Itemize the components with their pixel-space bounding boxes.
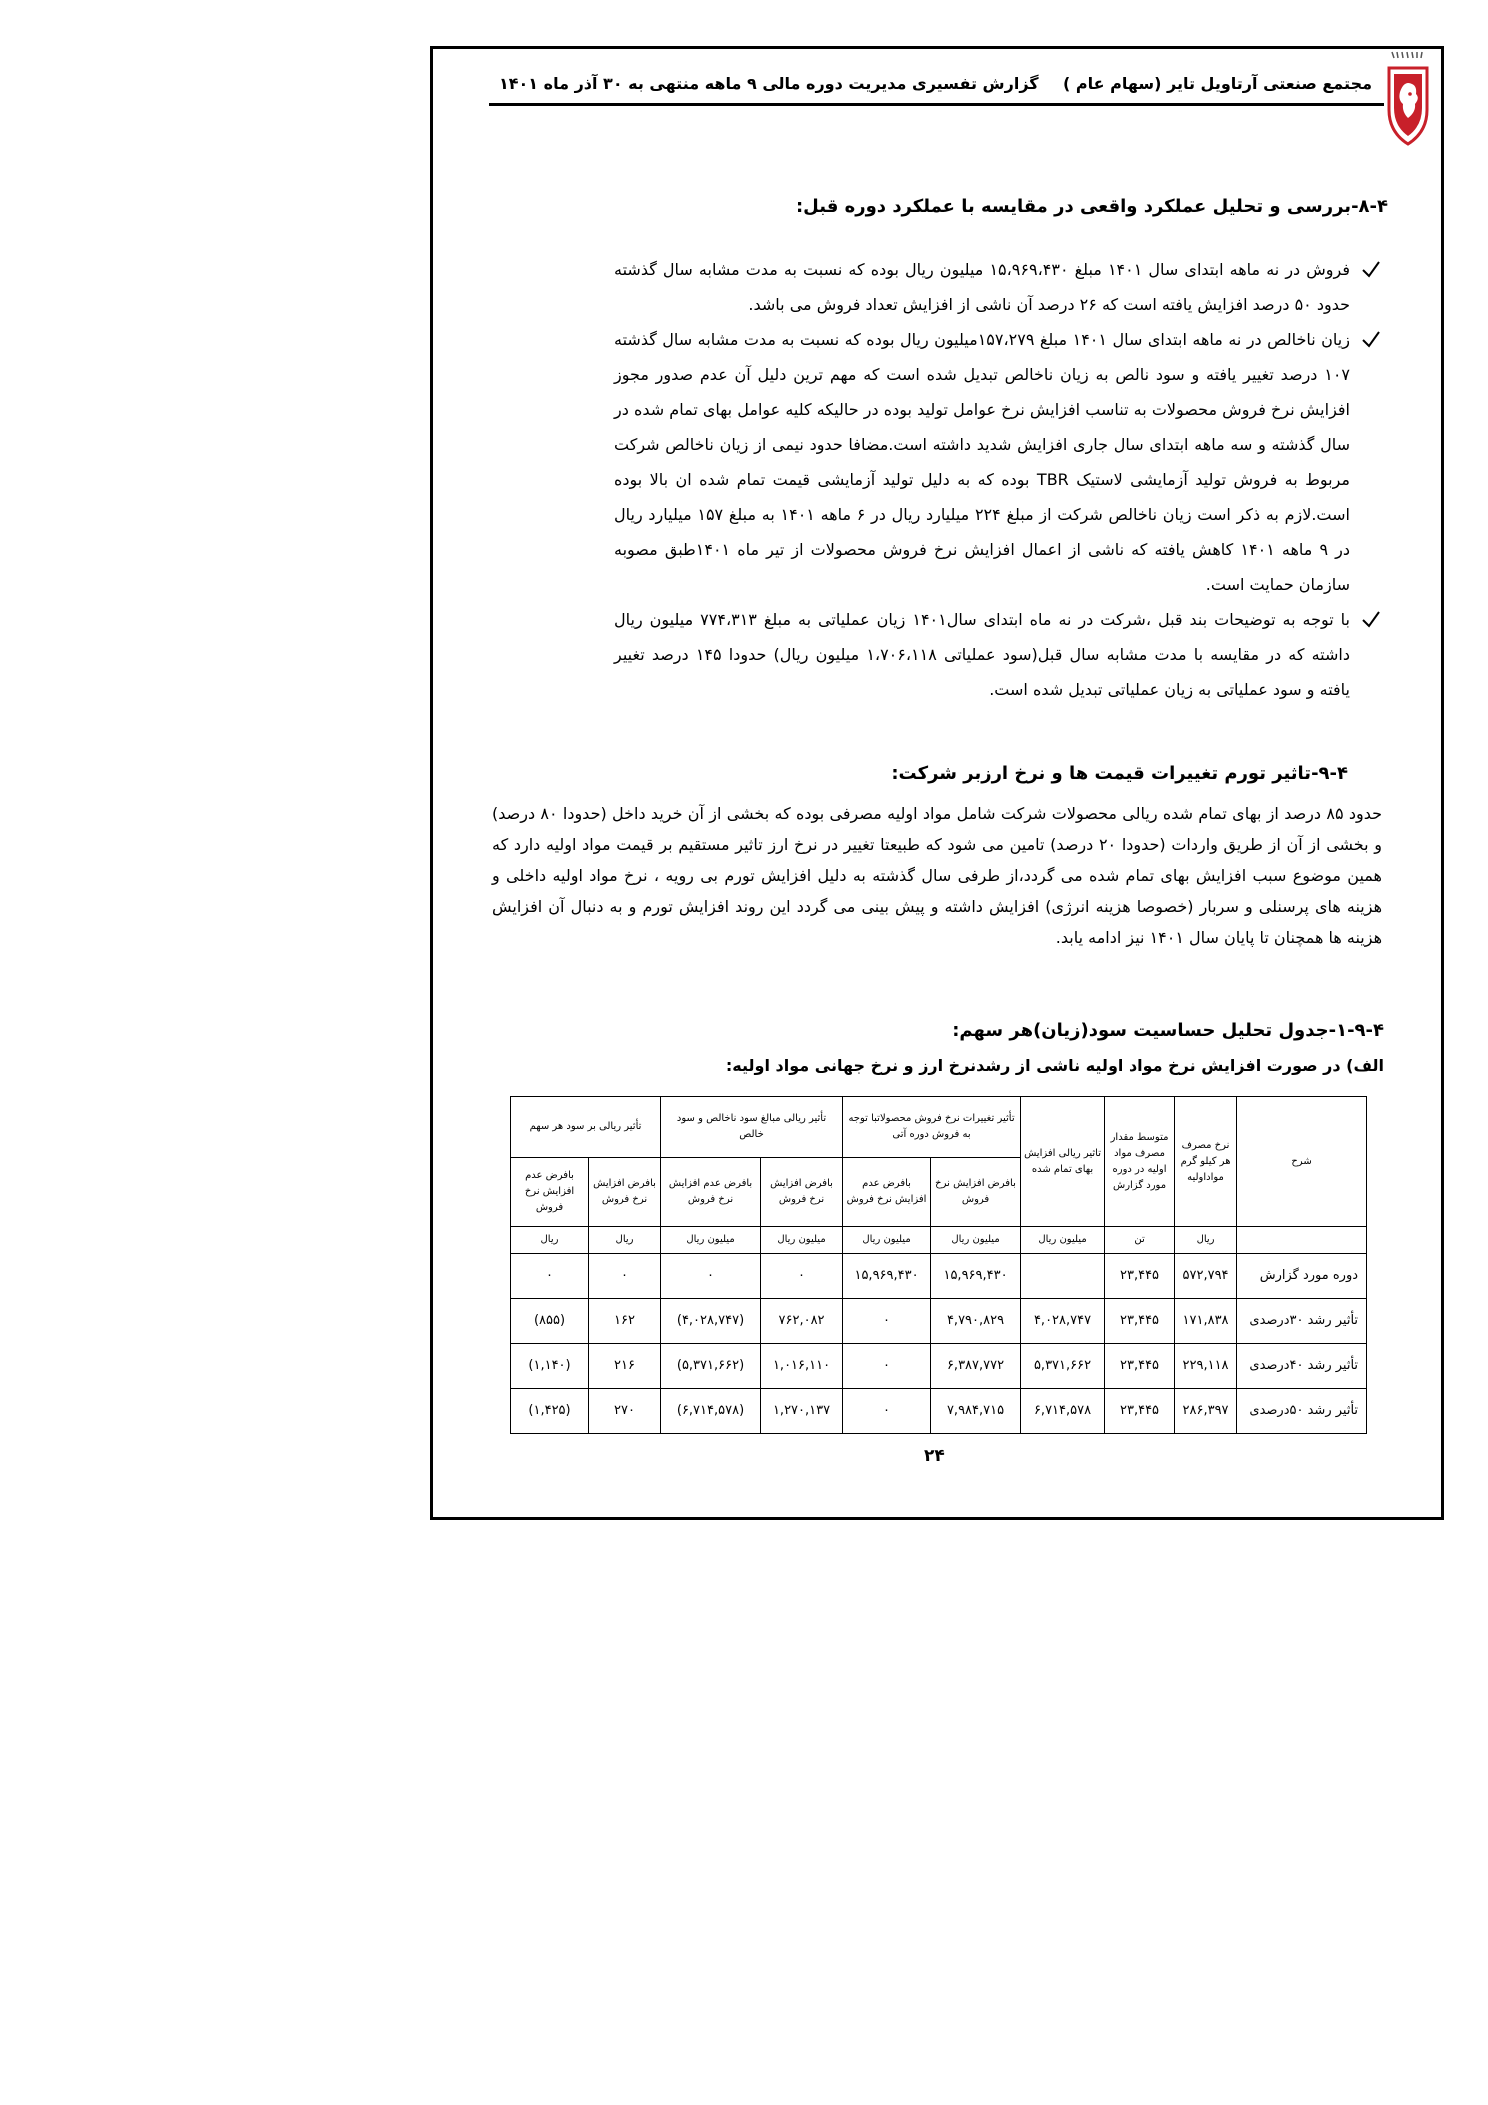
header-sales-group: تأثیر تغییرات نرخ فروش محصولاتبا توجه به فروش دوره آتی — [843, 1097, 1021, 1158]
cell-gross-inc: ۰ — [761, 1254, 843, 1299]
header-eps-group: تأثیر ریالی بر سود هر سهم — [511, 1097, 661, 1158]
cell-rate: ۲۲۹,۱۱۸ — [1175, 1344, 1237, 1389]
unit-cell: میلیون ریال — [931, 1227, 1021, 1254]
cell-sales-inc: ۱۵,۹۶۹,۴۳۰ — [931, 1254, 1021, 1299]
header-gross-group: تأثیر ریالی مبالغ سود ناخالص و سود خالص — [661, 1097, 843, 1158]
row-label: تأثیر رشد ۳۰درصدی — [1237, 1299, 1367, 1344]
report-title: گزارش تفسیری مدیریت دوره مالی ۹ ماهه منتهی به ۳۰ آذر ماه ۱۴۰۱ — [499, 74, 1039, 93]
header-eps-inc: بافرض افزایش نرخ فروش — [589, 1158, 661, 1227]
cell-gross-noinc: (۵,۳۷۱,۶۶۲) — [661, 1344, 761, 1389]
cell-rate: ۱۷۱,۸۳۸ — [1175, 1299, 1237, 1344]
cell-cost: ۶,۷۱۴,۵۷۸ — [1021, 1389, 1105, 1434]
cell-avg: ۲۳,۴۴۵ — [1105, 1254, 1175, 1299]
row-label: دوره مورد گزارش — [1237, 1254, 1367, 1299]
section-title-8: ۸-۴-بررسی و تحلیل عملکرد واقعی در مقایسه با عملکرد دوره قبل: — [795, 196, 1388, 217]
cell-eps-noinc: ۰ — [511, 1254, 589, 1299]
cell-sales-noinc: ۰ — [843, 1344, 931, 1389]
page-number: ۲۴ — [924, 1446, 945, 1466]
cell-sales-inc: ۷,۹۸۴,۷۱۵ — [931, 1389, 1021, 1434]
check-icon — [1360, 322, 1382, 357]
unit-cell: تن — [1105, 1227, 1175, 1254]
table-row — [511, 1389, 1367, 1434]
unit-cell: میلیون ریال — [1021, 1227, 1105, 1254]
inflation-paragraph: حدود ۸۵ درصد از بهای تمام شده ریالی محصولات شرکت شامل مواد اولیه مصرفی بوده که بخشی از آن خرید داخل (حدودا ۸۰ درصد) و بخشی از آن از طریق واردات (حدودا ۲۰ درصد) تامین می شود که طبیعتا تغییر در نرخ ارز تاثیر مستقیم بر قیمت مواد اولیه دارد که همین موضوع سبب افزایش بهای تمام شده می گردد،از طرفی سال گذشته به دلیل افزایش تورم بی رویه ، نرخ مواد اولیه داخلی و هزینه های پرسنلی و سربار (خصوصا هزینه انرژی) افزایش داشته و پیش بینی می گردد این روند افزایش تورم و به دنبال آن افزایش هزینه ها همچنان تا پایان سال ۱۴۰۱ نیز ادامه یابد. — [492, 804, 1383, 947]
bullet-list — [614, 252, 1382, 707]
table-row — [511, 1299, 1367, 1344]
cell-gross-inc: ۱,۲۷۰,۱۳۷ — [761, 1389, 843, 1434]
header-sharh: شرح — [1237, 1097, 1367, 1227]
bullet-text: فروش در نه ماهه ابتدای سال ۱۴۰۱ مبلغ ۱۵،۹۶۹،۴۳۰ میلیون ریال بوده که نسبت به مدت مشابه سال گذشته حدود ۵۰ درصد افزایش یافته است که ۲۶ درصد آن ناشی از افزایش تعداد فروش می باشد. — [614, 260, 1351, 314]
section-title-9-1: ۱-۹-۴-جدول تحلیل حساسیت سود(زیان)هر سهم: — [952, 1020, 1384, 1041]
cell-avg: ۲۳,۴۴۵ — [1105, 1299, 1175, 1344]
bullet-text: با توجه به توضیحات بند قبل ،شرکت در نه ماه ابتدای سال۱۴۰۱ زیان عملیاتی به مبلغ ۷۷۴،۳۱۳ میلیون ریال داشته که در مقایسه با مدت مشابه سال قبل(سود عملیاتی ۱،۷۰۶،۱۱۸ میلیون ریال) حدودا ۱۴۵ درصد تغییر یافته و سود عملیاتی به زیان عملیاتی تبدیل شده است. — [614, 610, 1351, 699]
table-row — [511, 1254, 1367, 1299]
cell-eps-inc: ۲۷۰ — [589, 1389, 661, 1434]
cell-eps-noinc: (۱,۱۴۰) — [511, 1344, 589, 1389]
table-row — [511, 1344, 1367, 1389]
header-avg: متوسط مقدار مصرف مواد اولیه در دوره مورد گزارش — [1105, 1097, 1175, 1227]
cell-cost — [1021, 1254, 1105, 1299]
table-subtitle: الف) در صورت افزایش نرخ مواد اولیه ناشی از رشدنرخ ارز و نرخ جهانی مواد اولیه: — [725, 1056, 1384, 1075]
check-icon — [1360, 252, 1382, 287]
unit-cell: ریال — [1175, 1227, 1237, 1254]
header-sales-noinc: بافرض عدم افزایش نرخ فروش — [843, 1158, 931, 1227]
unit-cell: ریال — [511, 1227, 589, 1254]
row-label: تأثیر رشد ۵۰درصدی — [1237, 1389, 1367, 1434]
cell-gross-noinc: (۴,۰۲۸,۷۴۷) — [661, 1299, 761, 1344]
cell-eps-noinc: (۸۵۵) — [511, 1299, 589, 1344]
cell-sales-noinc: ۱۵,۹۶۹,۴۳۰ — [843, 1254, 931, 1299]
cell-sales-inc: ۶,۳۸۷,۷۷۲ — [931, 1344, 1021, 1389]
unit-cell: میلیون ریال — [761, 1227, 843, 1254]
sensitivity-table — [510, 1096, 1367, 1434]
unit-cell: ریال — [589, 1227, 661, 1254]
header-eps-noinc: بافرض عدم افزایش نرخ فروش — [511, 1158, 589, 1227]
header-gross-noinc: بافرض عدم افزایش نرخ فروش — [661, 1158, 761, 1227]
check-icon — [1360, 602, 1382, 637]
header-cost-effect: تاثیر ریالی افزایش بهای تمام شده — [1021, 1097, 1105, 1227]
bullet-item — [614, 322, 1382, 602]
cell-gross-noinc: ۰ — [661, 1254, 761, 1299]
cell-eps-inc: ۱۶۲ — [589, 1299, 661, 1344]
section-title-9: ۹-۴-تاثیر تورم تغییرات قیمت ها و نرخ ارزبر شرکت: — [891, 763, 1348, 784]
cell-avg: ۲۳,۴۴۵ — [1105, 1389, 1175, 1434]
cell-gross-inc: ۱,۰۱۶,۱۱۰ — [761, 1344, 843, 1389]
cell-sales-inc: ۴,۷۹۰,۸۲۹ — [931, 1299, 1021, 1344]
cell-rate: ۲۸۶,۳۹۷ — [1175, 1389, 1237, 1434]
cell-sales-noinc: ۰ — [843, 1389, 931, 1434]
unit-cell: میلیون ریال — [843, 1227, 931, 1254]
cell-gross-inc: ۷۶۲,۰۸۲ — [761, 1299, 843, 1344]
unit-cell — [1237, 1227, 1367, 1254]
cell-eps-inc: ۰ — [589, 1254, 661, 1299]
lion-shield-logo — [1386, 48, 1430, 148]
cell-sales-noinc: ۰ — [843, 1299, 931, 1344]
cell-avg: ۲۳,۴۴۵ — [1105, 1344, 1175, 1389]
bullet-item — [614, 602, 1382, 707]
cell-gross-noinc: (۶,۷۱۴,۵۷۸) — [661, 1389, 761, 1434]
bullet-text: زیان ناخالص در نه ماهه ابتدای سال ۱۴۰۱ مبلغ ۱۵۷،۲۷۹میلیون ریال بوده که نسبت به مدت مشابه سال گذشته ۱۰۷ درصد تغییر یافته و سود نالص به زیان ناخالص تبدیل شده است که مهم ترین دلیل آن عدم صدور مجوز افزایش نرخ فروش محصولات به تناسب افزایش نرخ عوامل تولید بوده در حالیکه کلیه عوامل بهای تمام شده در سال گذشته و سه ماهه ابتدای سال جاری افزایش شدید داشته است.مضافا حدود نیمی از زیان ناخالص شرکت مربوط به فروش تولید آزمایشی لاستیک TBR بوده که به دلیل تولید آزمایشی قیمت تمام شده ان بالا بوده است.لازم به ذکر است زیان ناخالص شرکت از مبلغ ۲۲۴ میلیارد ریال در ۶ ماهه ۱۴۰۱ به مبلغ ۱۵۷ میلیارد ریال در ۹ ماهه ۱۴۰۱ کاهش یافته که ناشی از اعمال افزایش نرخ فروش محصولات از تیر ماه ۱۴۰۱طبق مصوبه سازمان حمایت است. — [614, 330, 1351, 594]
bullet-item — [614, 252, 1382, 322]
cell-cost: ۵,۳۷۱,۶۶۲ — [1021, 1344, 1105, 1389]
page-header — [489, 58, 1384, 106]
cell-eps-inc: ۲۱۶ — [589, 1344, 661, 1389]
cell-rate: ۵۷۲,۷۹۴ — [1175, 1254, 1237, 1299]
row-label: تأثیر رشد ۴۰درصدی — [1237, 1344, 1367, 1389]
header-sales-inc: بافرض افزایش نرخ فروش — [931, 1158, 1021, 1227]
cell-cost: ۴,۰۲۸,۷۴۷ — [1021, 1299, 1105, 1344]
company-name: مجتمع صنعتی آرتاویل تایر (سهام عام ) — [1062, 74, 1372, 93]
header-gross-inc: بافرض افزایش نرخ فروش — [761, 1158, 843, 1227]
header-rate: نرخ مصرف هر کیلو گرم مواداولیه — [1175, 1097, 1237, 1227]
unit-cell: میلیون ریال — [661, 1227, 761, 1254]
cell-eps-noinc: (۱,۴۲۵) — [511, 1389, 589, 1434]
